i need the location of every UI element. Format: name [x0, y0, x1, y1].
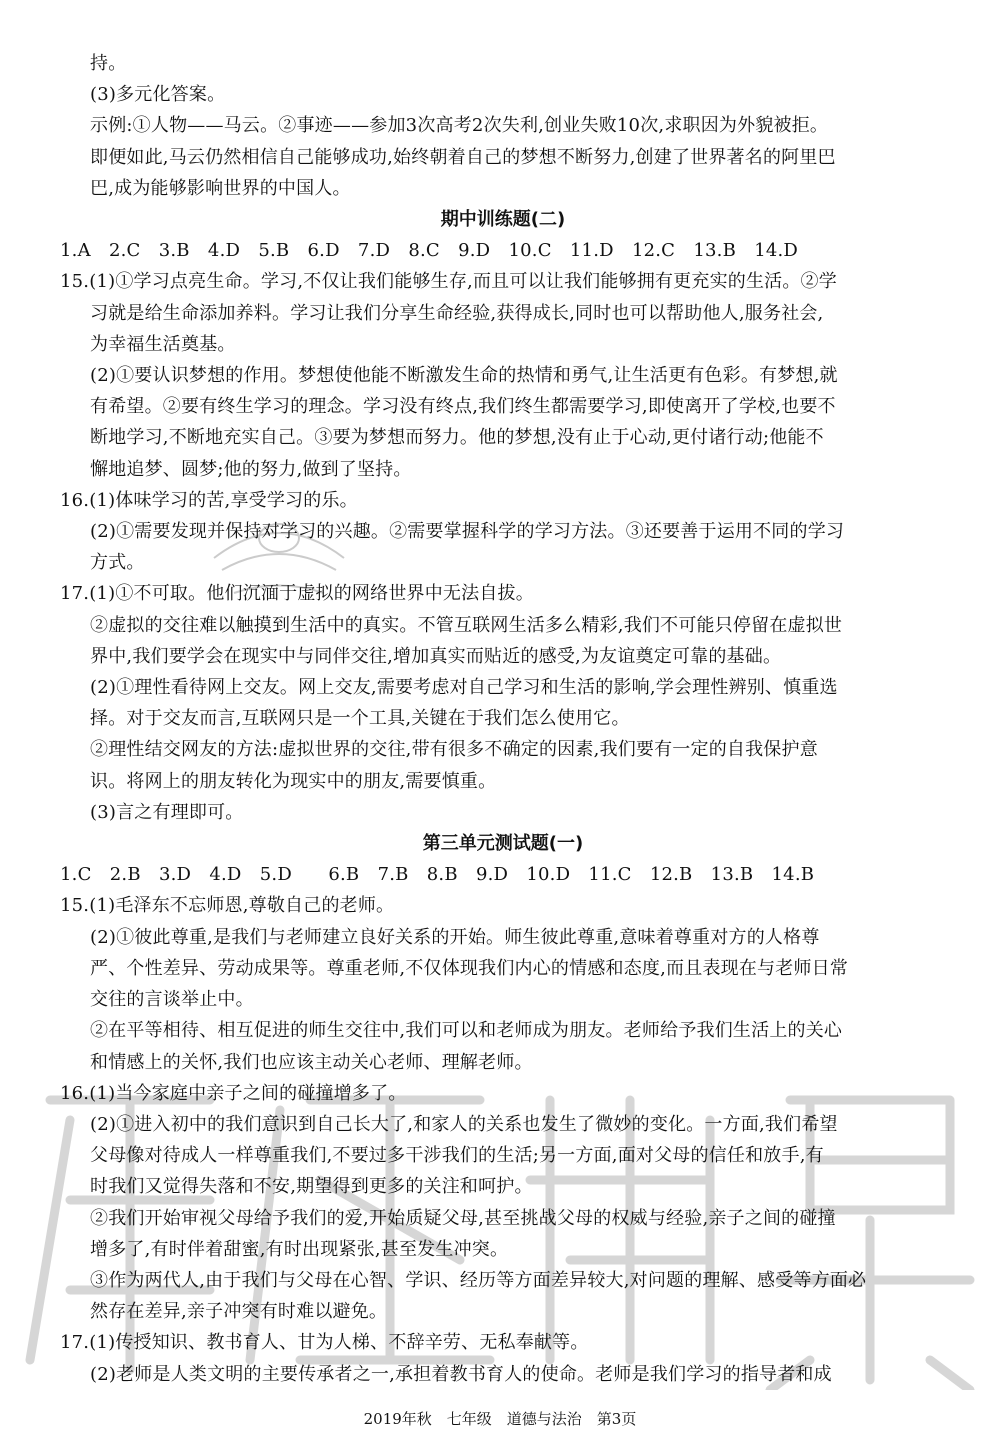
- text-line: (3)多元化答案。: [90, 84, 226, 106]
- text-line: ②我们开始审视父母给予我们的爱,开始质疑父母,甚至挑战父母的权威与经验,亲子之间的碰撞: [90, 1207, 836, 1229]
- text-line: 15.(1)毛泽东不忘师恩,尊敬自己的老师。: [60, 895, 395, 917]
- text-line: ②虚拟的交往难以触摸到生活中的真实。不管互联网生活多么精彩,我们不可能只停留在虚拟世: [90, 614, 843, 636]
- section-title: 期中训练题(二): [440, 209, 566, 231]
- text-line: 择。对于交友而言,互联网只是一个工具,关键在于我们怎么使用它。: [90, 708, 630, 730]
- text-line: ③作为两代人,由于我们与父母在心智、学识、经历等方面差异较大,对问题的理解、感受等方面必: [90, 1269, 867, 1291]
- text-line: 示例:①人物——马云。②事迹——参加3次高考2次失利,创业失败10次,求职因为外貌被拒。: [90, 115, 829, 137]
- text-line: (2)①理性看待网上交友。网上交友,需要考虑对自己学习和生活的影响,学会理性辨别、慎重选: [90, 677, 838, 699]
- text-line: (3)言之有理即可。: [90, 801, 244, 823]
- text-line: 和情感上的关怀,我们也应该主动关心老师、理解老师。: [90, 1051, 533, 1073]
- edge-mark: [966, 608, 1000, 662]
- text-line: ②理性结交网友的方法:虚拟世界的交往,带有很多不确定的因素,我们要有一定的自我保护意: [90, 739, 818, 761]
- text-line: 懈地追梦、圆梦;他的努力,做到了坚持。: [90, 458, 412, 480]
- text-line: 然存在差异,亲子冲突有时难以避免。: [90, 1301, 388, 1323]
- text-line: 为幸福生活奠基。: [90, 333, 236, 355]
- text-line: (2)①需要发现并保持对学习的兴趣。②需要掌握科学的学习方法。③还要善于运用不同的学习: [90, 521, 845, 543]
- text-line: ②在平等相待、相互促进的师生交往中,我们可以和老师成为朋友。老师给予我们生活上的关心: [90, 1020, 843, 1042]
- text-line: 增多了,有时伴着甜蜜,有时出现紧张,甚至发生冲突。: [90, 1238, 509, 1260]
- text-line: 巴,成为能够影响世界的中国人。: [90, 177, 351, 199]
- text-line: (2)①进入初中的我们意识到自己长大了,和家人的关系也发生了微妙的变化。一方面,我们希望: [90, 1113, 838, 1135]
- text-line: 父母像对待成人一样尊重我们,不要过多干涉我们的生活;另一方面,面对父母的信任和放手,有: [90, 1145, 824, 1167]
- text-line: 界中,我们要学会在现实中与同伴交往,增加真实而贴近的感受,为友谊奠定可靠的基础。: [90, 645, 782, 667]
- text-line: 16.(1)体味学习的苦,享受学习的乐。: [60, 489, 358, 511]
- page-content: [60, 48, 946, 1390]
- answer-key: 1.A 2.C 3.B 4.D 5.B 6.D 7.D 8.C 9.D 10.C 11.D 12.C 13.B 14.D: [60, 240, 799, 262]
- text-line: 16.(1)当今家庭中亲子之间的碰撞增多了。: [60, 1082, 407, 1104]
- text-line: (2)①彼此尊重,是我们与老师建立良好关系的开始。师生彼此尊重,意味着尊重对方的人格尊: [90, 926, 820, 948]
- text-line: 习就是给生命添加养料。学习让我们分享生命经验,获得成长,同时也可以帮助他人,服务社会,: [90, 302, 824, 324]
- text-line: 即便如此,马云仍然相信自己能够成功,始终朝着自己的梦想不断努力,创建了世界著名的阿里巴: [90, 146, 836, 168]
- text-line: 时我们又觉得失落和不安,期望得到更多的关注和呵护。: [90, 1176, 533, 1198]
- page-footer: 2019年秋 七年级 道德与法治 第3页: [363, 1410, 637, 1428]
- text-line: 有希望。②要有终生学习的理念。学习没有终点,我们终生都需要学习,即使离开了学校,也要不: [90, 396, 836, 418]
- text-line: 方式。: [90, 552, 145, 574]
- text-line: 17.(1)①不可取。他们沉湎于虚拟的网络世界中无法自拔。: [60, 583, 534, 605]
- text-line: 持。: [90, 53, 127, 74]
- text-line: 17.(1)传授知识、教书育人、甘为人梯、不辞辛劳、无私奉献等。: [60, 1332, 589, 1354]
- text-line: 识。将网上的朋友转化为现实中的朋友,需要慎重。: [90, 770, 497, 792]
- text-line: 15.(1)①学习点亮生命。学习,不仅让我们能够生存,而且可以让我们能够拥有更充实的生活。②学: [60, 271, 837, 293]
- text-line: 断地学习,不断地充实自己。③要为梦想而努力。他的梦想,没有止于心动,更付诸行动;他能不: [90, 427, 824, 449]
- text-line: 严、个性差异、劳动成果等。尊重老师,不仅体现我们内心的情感和态度,而且表现在与老师日常: [90, 957, 849, 979]
- text-line: 交往的言谈举止中。: [90, 989, 254, 1011]
- text-line: (2)①要认识梦想的作用。梦想使他能不断激发生命的热情和勇气,让生活更有色彩。有梦想,就: [90, 365, 838, 387]
- answer-key: 1.C 2.B 3.D 4.D 5.D 6.B 7.B 8.B 9.D 10.D 11.C 12.B 13.B 14.B: [60, 864, 815, 886]
- section-title: 第三单元测试题(一): [422, 833, 584, 855]
- text-line: (2)老师是人类文明的主要传承者之一,承担着教书育人的使命。老师是我们学习的指导者和成: [90, 1363, 832, 1385]
